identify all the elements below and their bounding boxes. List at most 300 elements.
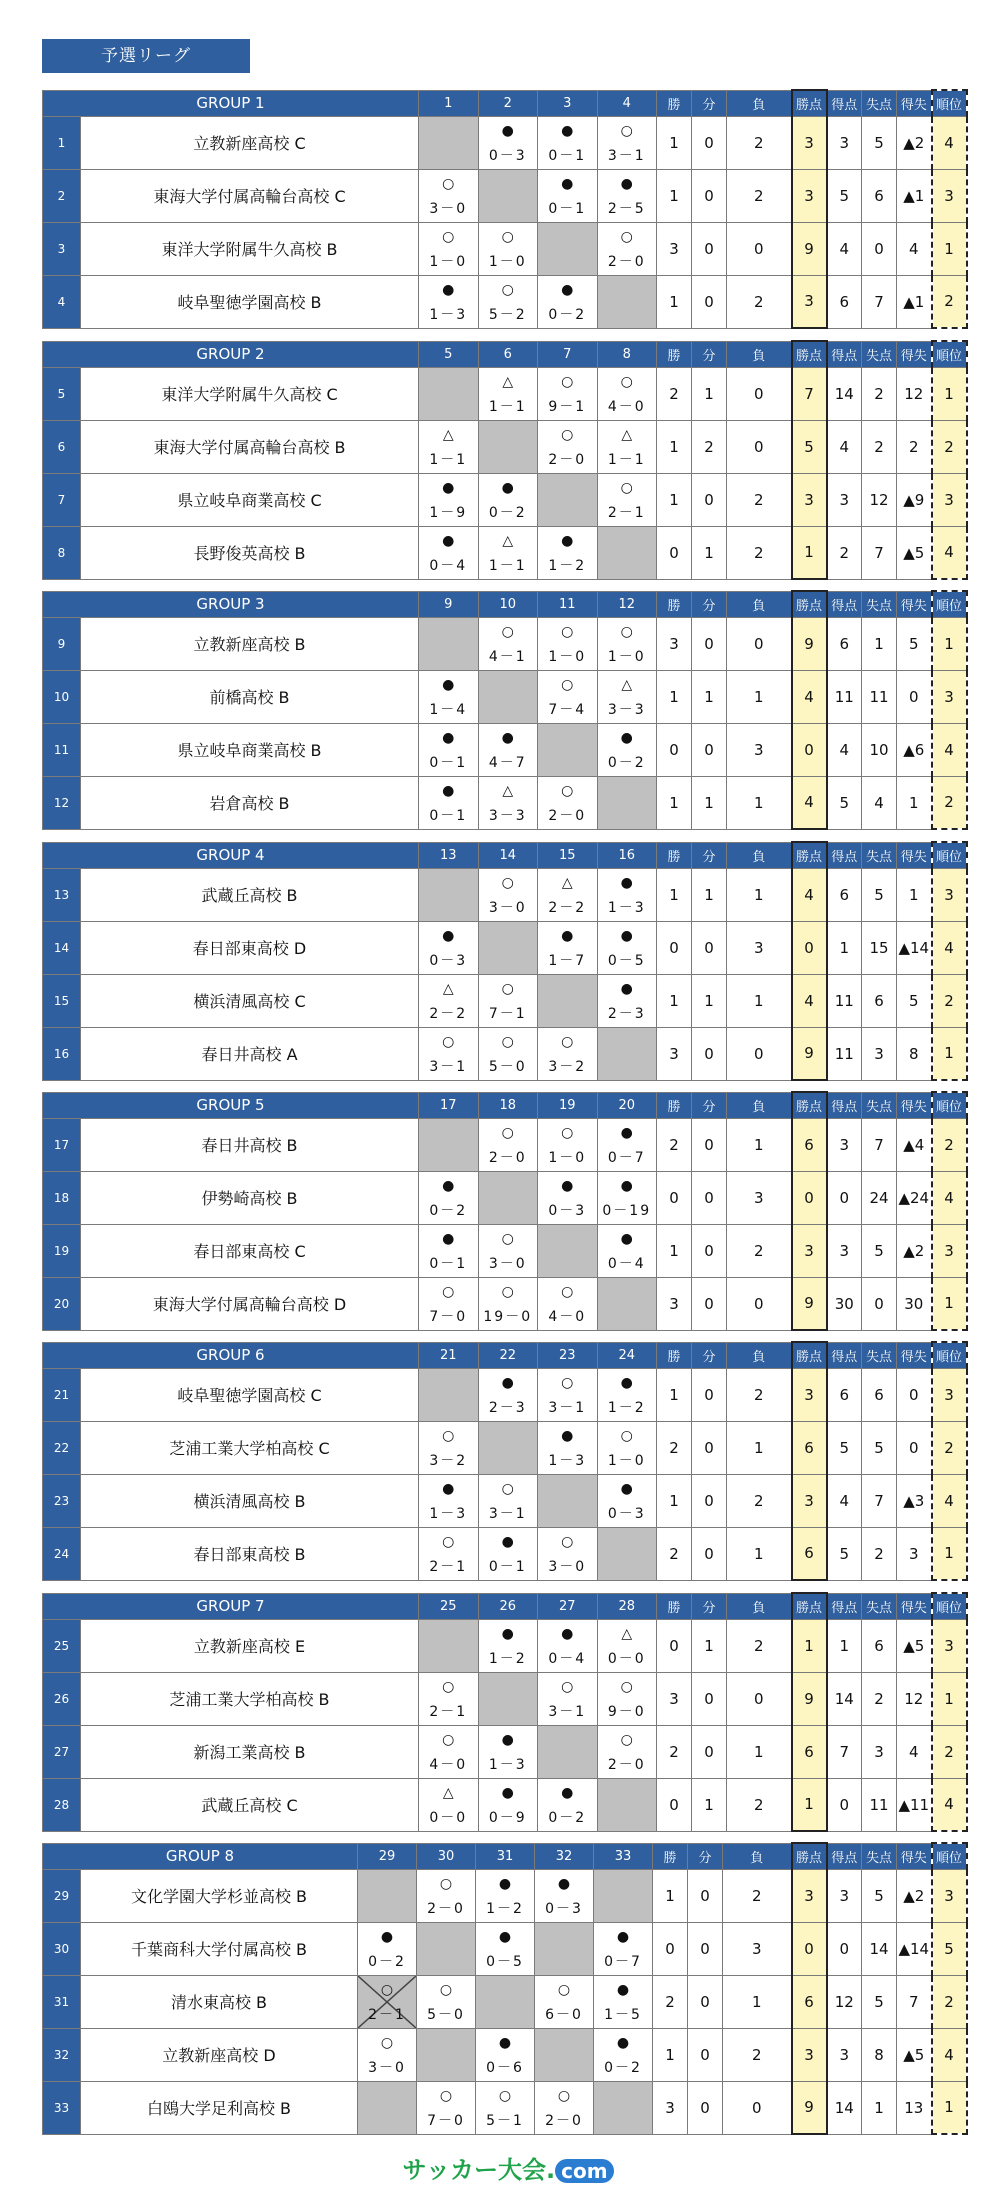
goals-for: 3 [827,1224,862,1277]
draws: 0 [692,1118,727,1171]
goal-difference: ▲5 [897,1619,932,1672]
wins: 1 [657,1368,692,1421]
result-mark: ● [620,1230,633,1247]
team-number: 9 [43,617,81,670]
wins: 1 [657,868,692,921]
group-name: GROUP 7 [43,1593,419,1619]
stat-header: 勝 [653,1843,688,1869]
stat-header: 得点 [827,591,862,617]
result-mark: ○ [439,2087,453,2104]
stat-header: 失点 [862,1593,897,1619]
match-result [478,222,538,275]
result-mark: ● [620,175,633,192]
result-mark: ● [616,1928,630,1945]
empty-cell [358,1869,417,1922]
score: 1－0 [429,253,468,270]
team-name: 春日部東高校 C [81,1224,419,1277]
match-result [538,1619,598,1672]
team-name: 東海大学付属高輪台高校 D [81,1277,419,1330]
draws: 0 [692,723,727,776]
result-mark: ○ [561,426,574,443]
wins: 1 [657,169,692,222]
score: 0－4 [548,1650,587,1667]
losses: 0 [727,1672,792,1725]
team-name: 文化学園大学杉並高校 B [81,1869,358,1922]
rank: 4 [932,723,967,776]
points: 6 [792,1118,827,1171]
opponent-column-header: 16 [597,842,657,868]
losses: 2 [727,275,792,328]
points: 7 [792,367,827,420]
losses: 2 [727,1778,792,1831]
stat-header: 失点 [862,341,897,367]
score: 2－0 [548,807,587,824]
points: 3 [792,169,827,222]
team-row [43,1922,967,1975]
match-result [478,367,538,420]
goals-against: 15 [862,921,897,974]
draws: 0 [692,1277,727,1330]
score: 3－3 [488,807,527,824]
draws: 0 [692,1171,727,1224]
group-table [42,89,966,329]
opponent-column-header: 21 [419,1342,479,1368]
score: 2－0 [427,1900,465,1917]
team-row [43,1725,967,1778]
stat-header: 勝 [657,1092,692,1118]
match-result [419,1778,479,1831]
draws: 0 [688,1975,723,2028]
goal-difference: ▲14 [897,1922,932,1975]
result-mark: ● [501,122,514,139]
opponent-column-header: 23 [538,1342,598,1368]
result-mark: △ [621,1625,633,1642]
team-row [43,617,967,670]
rank: 3 [932,473,967,526]
opponent-column-header: 32 [535,1843,594,1869]
goal-difference: 4 [897,222,932,275]
wins: 2 [657,367,692,420]
score: 0－2 [607,754,646,771]
points: 9 [792,1672,827,1725]
goal-difference: 12 [897,1672,932,1725]
rank: 2 [932,1421,967,1474]
goals-against: 1 [862,617,897,670]
team-row [43,1975,967,2028]
result-mark: ● [620,1480,633,1497]
score: 4－1 [488,648,527,665]
wins: 1 [657,116,692,169]
score: 1－2 [607,1399,646,1416]
score: 4－0 [607,398,646,415]
result-mark: ○ [561,676,574,693]
team-name: 春日井高校 A [81,1027,419,1080]
team-name: 芝浦工業大学柏高校 B [81,1672,419,1725]
match-result [419,1474,479,1527]
goals-against: 5 [862,868,897,921]
draws: 0 [692,1027,727,1080]
goals-against: 11 [862,670,897,723]
team-number: 33 [43,2081,81,2134]
stat-header: 負 [727,591,792,617]
score: 0－5 [486,1953,524,1970]
points: 6 [792,1725,827,1778]
opponent-column-header: 14 [478,842,538,868]
score: 0－2 [488,504,527,521]
score: 1－7 [548,952,587,969]
stat-header: 得失 [897,1092,932,1118]
result-mark: ● [620,1374,633,1391]
score: 2－2 [548,899,587,916]
match-result [358,1922,417,1975]
result-mark: ○ [557,2087,571,2104]
wins: 1 [657,1224,692,1277]
draws: 1 [692,1619,727,1672]
draws: 1 [692,526,727,579]
result-mark: ● [501,729,514,746]
rank: 1 [932,1527,967,1580]
result-mark: ● [442,1480,455,1497]
wins: 2 [657,1725,692,1778]
score: 9－0 [607,1703,646,1720]
goal-difference: 2 [897,420,932,473]
opponent-column-header: 31 [476,1843,535,1869]
result-mark: ○ [442,228,455,245]
score: 2－0 [607,253,646,270]
rank: 1 [932,367,967,420]
team-name: 春日井高校 B [81,1118,419,1171]
score: 0－2 [548,1809,587,1826]
match-result [417,1869,476,1922]
team-number: 6 [43,420,81,473]
wins: 2 [657,1421,692,1474]
rank: 3 [932,1224,967,1277]
score: 6－0 [545,2006,583,2023]
losses: 1 [727,1527,792,1580]
team-name: 芝浦工業大学柏高校 C [81,1421,419,1474]
group-table [42,1341,966,1581]
match-result [419,776,479,829]
empty-cell [538,222,598,275]
goals-against: 7 [862,275,897,328]
draws: 0 [692,116,727,169]
match-result [419,974,479,1027]
losses: 0 [727,367,792,420]
wins: 3 [657,617,692,670]
rank: 3 [932,670,967,723]
team-row [43,723,967,776]
draws: 1 [692,868,727,921]
rank: 4 [932,921,967,974]
match-result [597,116,657,169]
result-mark: ○ [561,1678,574,1695]
opponent-column-header: 7 [538,341,598,367]
result-mark: ● [620,874,633,891]
team-name: 清水東高校 B [81,1975,358,2028]
empty-cell [417,2028,476,2081]
team-number: 8 [43,526,81,579]
score: 0－4 [607,1255,646,1272]
empty-cell [419,1368,479,1421]
goals-against: 5 [862,1224,897,1277]
losses: 3 [727,723,792,776]
result-mark: ○ [557,1981,571,1998]
match-result [419,921,479,974]
opponent-column-header: 29 [358,1843,417,1869]
team-row [43,1171,967,1224]
rank: 2 [932,420,967,473]
group-name: GROUP 2 [43,341,419,367]
result-mark: ● [442,281,455,298]
score: 0－1 [548,200,587,217]
match-result [478,1027,538,1080]
match-result [538,116,598,169]
stat-header: 失点 [862,591,897,617]
team-number: 1 [43,116,81,169]
goals-against: 2 [862,1672,897,1725]
result-mark: ○ [442,1283,455,1300]
match-result [419,420,479,473]
points: 9 [792,2081,827,2134]
losses: 0 [727,222,792,275]
goals-for: 11 [827,974,862,1027]
match-result [478,1725,538,1778]
result-mark: ○ [620,479,633,496]
score: 0－2 [429,1202,468,1219]
goals-for: 4 [827,723,862,776]
draws: 0 [692,473,727,526]
score: 1－4 [429,701,468,718]
match-result [538,1778,598,1831]
group-table [42,1842,966,2135]
result-mark: ● [561,1177,574,1194]
wins: 1 [657,776,692,829]
score: 1－0 [607,648,646,665]
goal-difference: 8 [897,1027,932,1080]
score: 0－0 [429,1809,468,1826]
group-name: GROUP 5 [43,1092,419,1118]
score: 2－1 [429,1703,468,1720]
match-result [597,670,657,723]
match-result [597,723,657,776]
team-name: 東海大学付属高輪台高校 B [81,420,419,473]
result-mark: ○ [620,1678,633,1695]
points: 3 [792,116,827,169]
goals-for: 5 [827,169,862,222]
opponent-column-header: 19 [538,1092,598,1118]
rank: 2 [932,1725,967,1778]
rank: 4 [932,526,967,579]
team-name: 岩倉高校 B [81,776,419,829]
opponent-column-header: 3 [538,90,598,116]
match-result [597,1421,657,1474]
team-number: 3 [43,222,81,275]
losses: 2 [723,1869,792,1922]
team-row [43,974,967,1027]
goal-difference: ▲5 [897,526,932,579]
points: 3 [792,1474,827,1527]
opponent-column-header: 8 [597,341,657,367]
opponent-column-header: 22 [478,1342,538,1368]
losses: 3 [727,921,792,974]
wins: 2 [657,1118,692,1171]
result-mark: ○ [501,228,514,245]
goals-against: 10 [862,723,897,776]
goals-for: 11 [827,1027,862,1080]
page-title: 予選リーグ [42,39,250,73]
rank: 4 [932,1474,967,1527]
losses: 1 [727,1118,792,1171]
wins: 0 [657,1171,692,1224]
goal-difference: 5 [897,974,932,1027]
match-result [538,1171,598,1224]
points: 6 [792,1527,827,1580]
result-mark: ○ [442,1427,455,1444]
score: 0－1 [429,754,468,771]
result-mark: ○ [561,373,574,390]
match-result [538,420,598,473]
stat-header: 得点 [827,341,862,367]
group-table [42,1091,966,1331]
score: 7－4 [548,701,587,718]
site-logo[interactable] [388,2150,628,2184]
match-result [419,222,479,275]
losses: 2 [727,1474,792,1527]
team-row [43,473,967,526]
goals-for: 6 [827,617,862,670]
team-row [43,1277,967,1330]
match-result [478,1778,538,1831]
team-name: 伊勢崎高校 B [81,1171,419,1224]
match-result [358,1975,417,2028]
group-name: GROUP 8 [43,1843,358,1869]
goal-difference: ▲11 [897,1778,932,1831]
opponent-column-header: 1 [419,90,479,116]
goal-difference: 0 [897,1368,932,1421]
match-result [419,1421,479,1474]
score: 7－1 [488,1005,527,1022]
stat-header: 負 [723,1843,792,1869]
result-mark: ● [616,2034,630,2051]
empty-cell [597,1027,657,1080]
result-mark: ○ [620,373,633,390]
goals-against: 7 [862,1474,897,1527]
opponent-column-header: 2 [478,90,538,116]
match-result [478,1474,538,1527]
result-mark: ○ [501,281,514,298]
stat-header: 失点 [862,1342,897,1368]
group-name: GROUP 1 [43,90,419,116]
result-mark: ○ [380,2034,394,2051]
team-row [43,1778,967,1831]
goals-against: 14 [862,1922,897,1975]
stat-header: 勝点 [792,1092,827,1118]
points: 3 [792,1224,827,1277]
logo-dot: . [545,2156,556,2184]
score: 5－1 [486,2112,524,2129]
stat-header: 負 [727,1092,792,1118]
goals-against: 12 [862,473,897,526]
result-mark: △ [442,426,454,443]
wins: 3 [657,1672,692,1725]
draws: 0 [692,169,727,222]
result-mark: △ [442,980,454,997]
team-number: 15 [43,974,81,1027]
goals-for: 4 [827,420,862,473]
goal-difference: 7 [897,1975,932,2028]
team-name: 横浜清風高校 B [81,1474,419,1527]
match-result [538,169,598,222]
score: 1－3 [548,1452,587,1469]
draws: 0 [692,921,727,974]
result-mark: ● [442,1177,455,1194]
match-result [538,921,598,974]
score: 1－1 [429,451,468,468]
stat-header: 分 [688,1843,723,1869]
empty-cell [535,1922,594,1975]
match-result [538,526,598,579]
stat-header: 順位 [932,1593,967,1619]
result-mark: ○ [561,1124,574,1141]
opponent-column-header: 5 [419,341,479,367]
rank: 1 [932,617,967,670]
stat-header: 順位 [932,90,967,116]
goals-for: 30 [827,1277,862,1330]
losses: 2 [727,473,792,526]
team-name: 東洋大学附属牛久高校 B [81,222,419,275]
score: 5－2 [488,306,527,323]
rank: 4 [932,2028,967,2081]
goal-difference: ▲24 [897,1171,932,1224]
points: 1 [792,1778,827,1831]
rank: 1 [932,222,967,275]
goals-against: 1 [862,2081,897,2134]
losses: 2 [727,169,792,222]
goals-for: 4 [827,222,862,275]
goals-against: 11 [862,1778,897,1831]
group-name: GROUP 6 [43,1342,419,1368]
result-mark: ○ [561,1283,574,1300]
rank: 2 [932,974,967,1027]
match-result [476,1922,535,1975]
goals-for: 0 [827,1171,862,1224]
team-row [43,1527,967,1580]
team-number: 5 [43,367,81,420]
match-result [597,420,657,473]
opponent-column-header: 20 [597,1092,657,1118]
score: 3－3 [607,701,646,718]
match-result [538,1027,598,1080]
goals-for: 3 [827,1869,862,1922]
team-row [43,1224,967,1277]
result-mark: ● [561,175,574,192]
match-result [476,2028,535,2081]
stat-header: 負 [727,341,792,367]
score: 2－0 [488,1149,527,1166]
score: 0－1 [429,807,468,824]
losses: 0 [723,2081,792,2134]
goal-difference: ▲2 [897,1224,932,1277]
rank: 5 [932,1922,967,1975]
match-result [478,723,538,776]
draws: 0 [688,1869,723,1922]
team-row [43,222,967,275]
empty-cell [419,116,479,169]
result-mark: ● [501,479,514,496]
wins: 3 [653,2081,688,2134]
goals-for: 12 [827,1975,862,2028]
score: 19－0 [483,1308,533,1325]
